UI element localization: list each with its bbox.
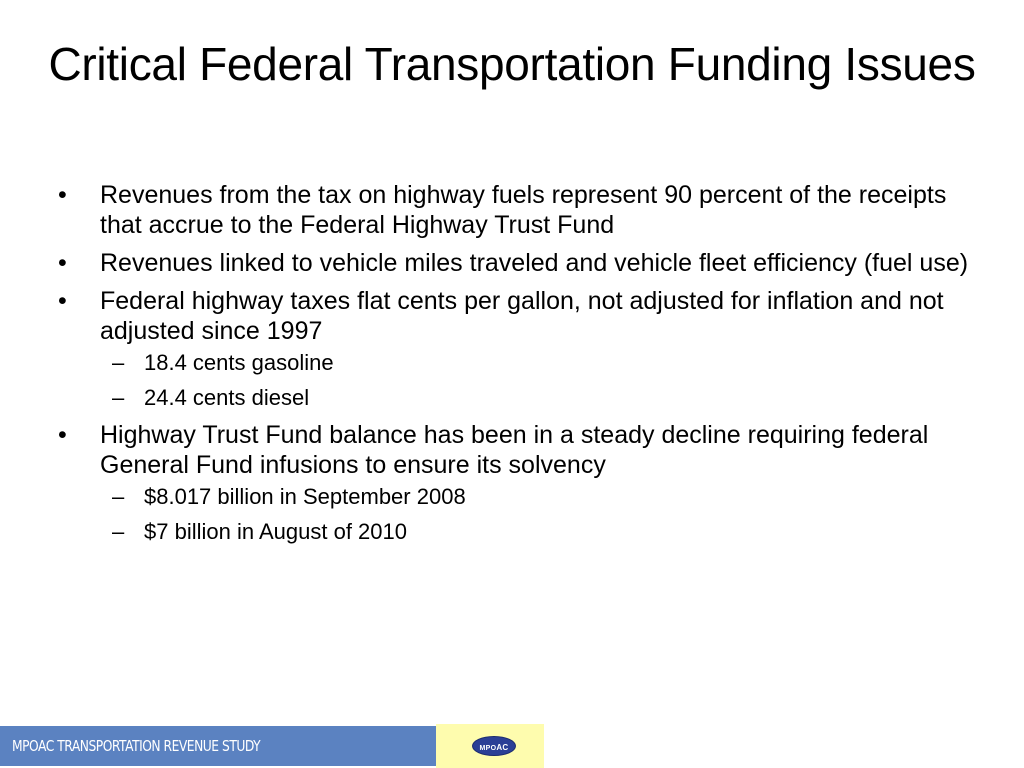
logo-text-ac: AC <box>496 743 509 752</box>
sub-bullet-list <box>100 349 986 412</box>
sub-bullet-item <box>100 518 986 546</box>
bullet-text: Federal highway taxes flat cents per gallon, not adjusted for inflation and not adjusted since 1997 <box>100 287 944 345</box>
sub-bullet-item <box>100 483 986 511</box>
sub-bullet-text: 18.4 cents gasoline <box>144 350 334 375</box>
bullet-marker: • <box>58 421 67 449</box>
sub-bullet-text: $8.017 billion in September 2008 <box>144 484 466 509</box>
logo-box <box>436 724 544 768</box>
sub-bullet-marker: – <box>112 484 125 509</box>
footer-bar <box>0 726 436 766</box>
bullet-item <box>56 248 986 278</box>
bullet-marker: • <box>58 287 67 315</box>
mpoac-logo-icon <box>472 736 516 756</box>
sub-bullet-list <box>100 483 986 546</box>
sub-bullet-marker: – <box>112 385 125 410</box>
sub-bullet-marker: – <box>112 519 125 544</box>
sub-bullet-item <box>100 384 986 412</box>
bullet-item <box>56 180 986 240</box>
bullet-text: Revenues linked to vehicle miles traveled and vehicle fleet efficiency (fuel use) <box>100 249 969 277</box>
logo-text-mpo: MPO <box>479 745 497 752</box>
bullet-item <box>56 286 986 412</box>
sub-bullet-marker: – <box>112 350 125 375</box>
bullet-text: Revenues from the tax on highway fuels represent 90 percent of the receipts that accrue to the Federal Highway Trust Fund <box>100 181 947 239</box>
sub-bullet-text: $7 billion in August of 2010 <box>144 519 407 544</box>
bullet-text: Highway Trust Fund balance has been in a steady decline requiring federal General Fund infusions to ensure its solvency <box>100 421 929 479</box>
footer-text: MPOAC TRANSPORTATION REVENUE STUDY <box>12 737 261 755</box>
bullet-list <box>56 180 986 554</box>
bullet-marker: • <box>58 249 67 277</box>
slide-title: Critical Federal Transportation Funding Issues <box>48 38 976 90</box>
bullet-marker: • <box>58 181 67 209</box>
bullet-item <box>56 420 986 546</box>
sub-bullet-text: 24.4 cents diesel <box>144 385 310 410</box>
sub-bullet-item <box>100 349 986 377</box>
